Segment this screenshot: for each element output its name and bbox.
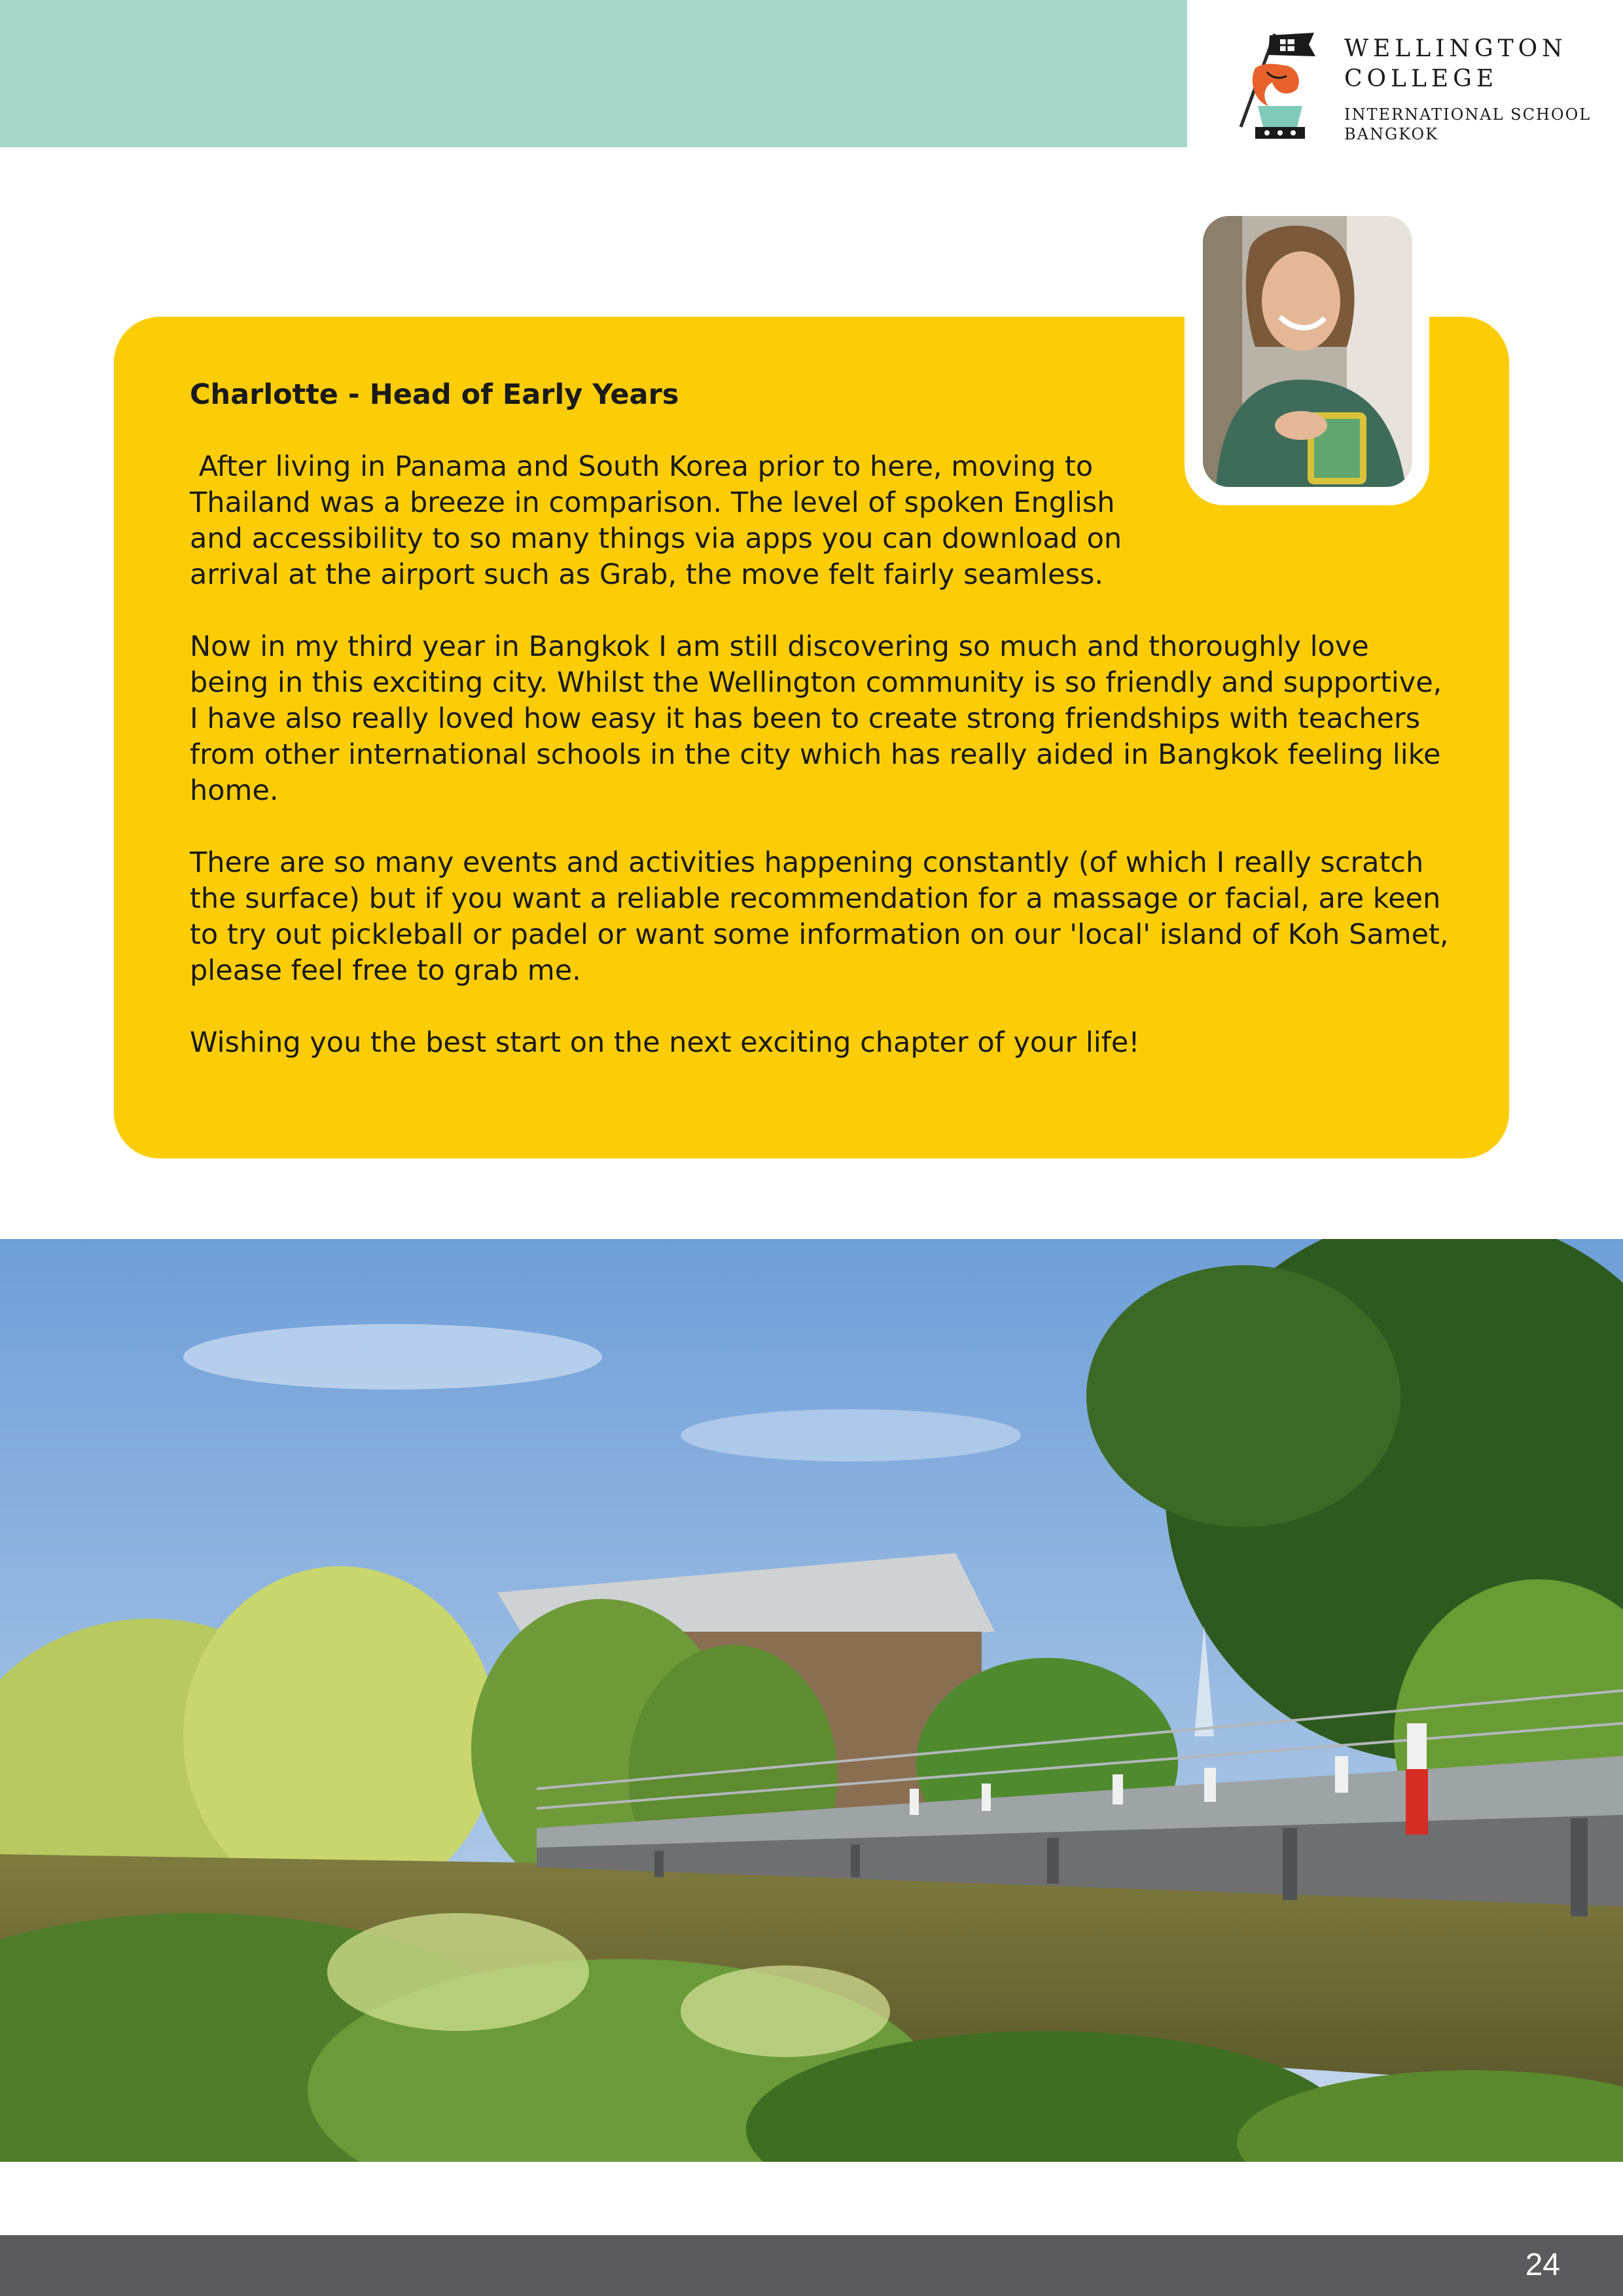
logo-line-3: INTERNATIONAL SCHOOL [1344,105,1592,124]
portrait-frame [1185,208,1429,505]
page-number: 24 [1525,2248,1560,2282]
logo-wordmark [1344,34,1591,144]
campus-photo [0,1239,1623,2162]
header-band [0,0,1187,147]
footer-bar [0,2235,1623,2296]
logo-line-4: BANGKOK [1344,125,1439,143]
school-logo [1229,29,1592,147]
profile-paragraph-2: Now in my third year in Bangkok I am still discovering so much and thoroughly love being in this exciting city. Whilst the Wellington community is so friendly and supportive, I have also really loved how easy it has been to create strong friendships with teachers from other international schools in the city which has really aided in Bangkok feeling like home. [190,630,1442,807]
crest-icon [1229,29,1327,147]
logo-line-2: COLLEGE [1344,65,1499,92]
profile-paragraph-3: There are so many events and activities happening constantly (of which I really scratch the surface) but if you want a reliable recommendation for a massage or facial, are keen to try out pickleball or padel or want some information on our 'local' island of Koh Samet, please feel free to grab me. [190,846,1449,987]
profile-heading: Charlotte - Head of Early Years [190,378,679,411]
profile-paragraph-1: After living in Panama and South Korea prior to here, moving to Thailand was a breeze in comparison. The level of spoken English and accessibility to so many things via apps you can download on arrival at the airport such as Grab, the move felt fairly seamless. [190,450,1131,591]
portrait-photo [1203,216,1412,487]
profile-paragraph-4: Wishing you the best start on the next exciting chapter of your life! [190,1026,1140,1059]
logo-line-1: WELLINGTON [1344,35,1567,62]
